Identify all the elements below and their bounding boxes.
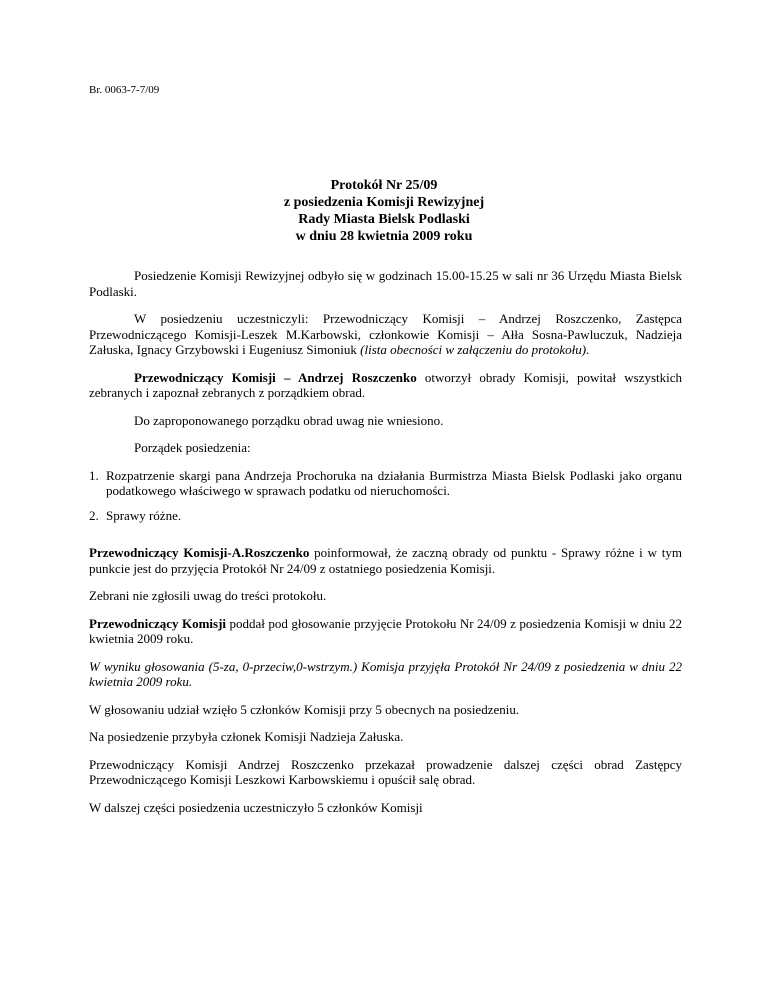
- vote-result-text: W wyniku głosowania (5-za, 0-przeciw,0-wstrzym.) Komisja przyjęła Protokół Nr 24/09 z posiedzenia w dniu 22 kwietnia 2009 roku.: [89, 658, 682, 689]
- agenda-list: [89, 468, 682, 524]
- agenda-item-number: 2.: [89, 507, 99, 523]
- paragraph-agenda-accepted: Do zaproponowanego porządku obrad uwag nie wniesiono.: [134, 412, 444, 428]
- other-matters-text: poinformował, że zaczną obrady od punktu - Sprawy różne i w tym punkcie jest do przyjęcia Protokół Nr 24/09 z ostatniego posiedzenia Komisji.: [89, 545, 682, 576]
- paragraph-member-arrival: Na posiedzenie przybyła członek Komisji Nadzieja Załuska.: [89, 729, 404, 744]
- title-line: Rady Miasta Bielsk Podlaski: [298, 212, 470, 227]
- paragraph-vote-call: [89, 616, 682, 647]
- paragraph-remaining-members: W dalszej części posiedzenia uczestniczyło 5 członków Komisji: [89, 799, 423, 815]
- vote-call-text: poddał pod głosowanie przyjęcie Protokołu Nr 24/09 z posiedzenia Komisji w dniu 22 kwietnia 2009 roku.: [89, 615, 682, 646]
- document-title: [0, 177, 768, 245]
- paragraph-no-remarks: Zebrani nie zgłosili uwag do treści protokołu.: [89, 588, 327, 603]
- paragraph-vote-participation: W głosowaniu udział wzięło 5 członków Komisji przy 5 obecnych na posiedzeniu.: [89, 701, 520, 717]
- opening-text: otworzył obrady Komisji, powitał wszystkich zebranych i zapoznał zebranych z porządkiem obrad.: [89, 369, 683, 400]
- paragraph-vote-result: [89, 659, 682, 690]
- title-line: z posiedzenia Komisji Rewizyjnej: [283, 195, 485, 210]
- paragraph-handover: Przewodniczący Komisji Andrzej Roszczenko przekazał prowadzenie dalszej części obrad Zastępcy Przewodniczącego Komisji Leszkowi Karbowskiemu i opuścił salę obrad.: [89, 756, 682, 787]
- chairman-short-name: Przewodniczący Komisji-A.Roszczenko: [89, 545, 310, 560]
- agenda-item-number: 1.: [89, 467, 99, 483]
- document-reference: Br. 0063-7-7/09: [89, 84, 160, 96]
- title-line: Protokół Nr 25/09: [330, 178, 438, 193]
- chairman-label: Przewodniczący Komisji: [89, 615, 227, 631]
- paragraph-session-time: Posiedzenie Komisji Rewizyjnej odbyło się w godzinach 15.00-15.25 w sali nr 36 Urzędu Miasta Bielsk Podlaski.: [89, 268, 682, 299]
- attendance-note: (lista obecności w załączeniu do protokołu).: [360, 342, 590, 357]
- title-line: w dniu 28 kwietnia 2009 roku: [295, 229, 473, 244]
- paragraph-other-matters: [89, 545, 682, 576]
- paragraph-opening: [89, 370, 682, 401]
- agenda-item: [89, 508, 682, 524]
- paragraph-agenda-heading: Porządek posiedzenia:: [134, 440, 251, 455]
- agenda-item-text: Sprawy różne.: [106, 507, 182, 523]
- agenda-item-text: Rozpatrzenie skargi pana Andrzeja Prochoruka na działania Burmistrza Miasta Bielsk Podlaski jako organu podatkowego właściwego w sprawach podatku od nieruchomości.: [106, 467, 682, 498]
- paragraph-attendees: [89, 311, 682, 358]
- attendees-text: W posiedzeniu uczestniczyli: Przewodniczący Komisji – Andrzej Roszczenko, Zastępca Przewodniczącego Komisji-Leszek M.Karbowski, członkowie Komisji – Ałła Sosna-Pawluczuk, Nadzieja Załuska, Ignacy Grzybowski i Eugeniusz Simoniuk: [89, 311, 682, 357]
- agenda-item: [89, 468, 682, 499]
- chairman-name: Przewodniczący Komisji – Andrzej Roszczenko: [134, 369, 417, 385]
- document-body: [89, 268, 682, 815]
